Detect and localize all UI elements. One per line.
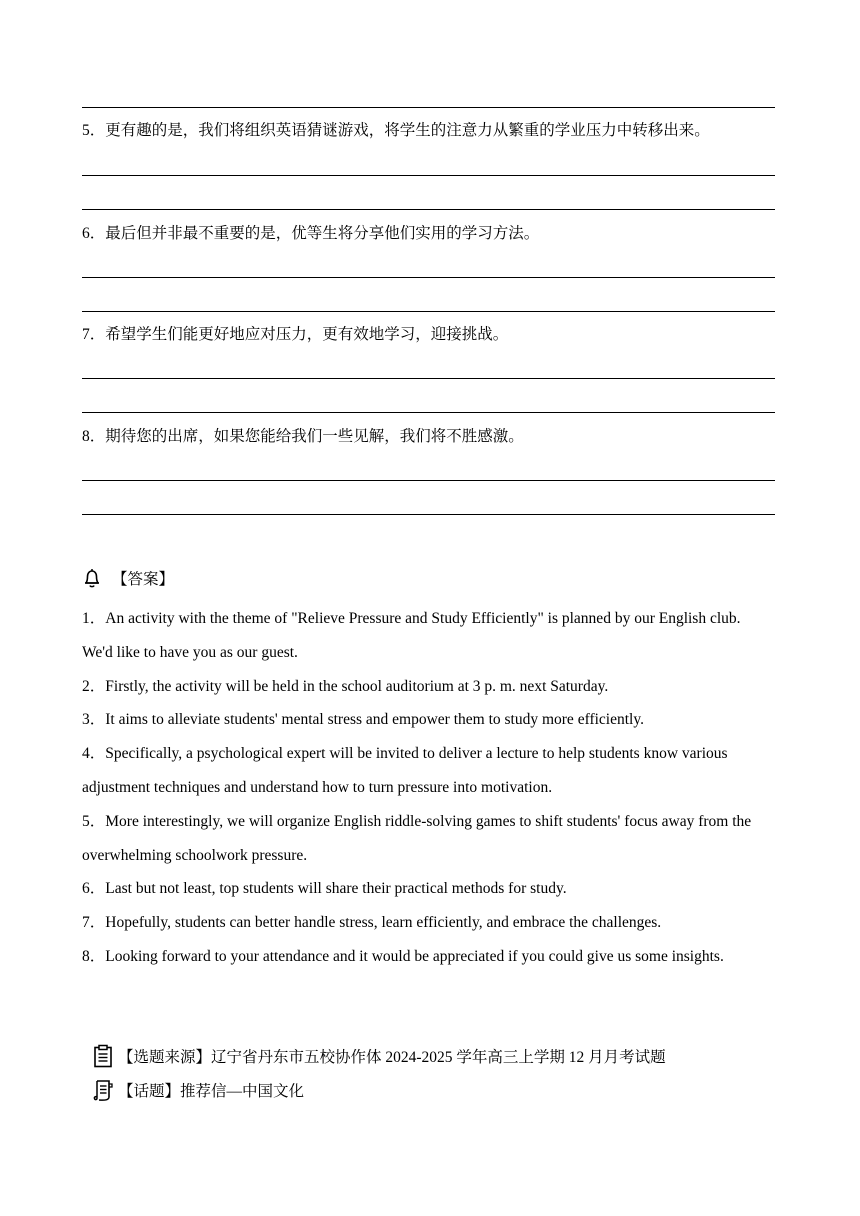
answer-line [82,412,775,413]
answer-item: 6．Last but not least, top students will share their practical methods for study. [82,880,567,898]
answer-item: 3．It aims to alleviate students' mental stress and empower them to study more efficiently. [82,711,644,729]
question-number: 8． [82,428,106,445]
question-number: 6． [82,225,106,242]
question-5 [82,121,710,141]
question-7 [82,325,508,345]
answer-item: 2．Firstly, the activity will be held in the school auditorium at 3 p. m. next Saturday. [82,677,609,695]
question-text: 希望学生们能更好地应对压力，更有效地学习，迎接挑战。 [105,326,509,343]
answer-item: 4．Specifically, a psychological expert will be invited to deliver a lecture to help students know various adjustment techniques and understand how to turn pressure into motivation. [82,745,728,796]
question-8 [82,427,524,447]
answer-line [82,209,775,210]
question-6 [82,224,539,244]
answer-item: 5．More interestingly, we will organize English riddle-solving games to shift students' focus away from the overwhelming schoolwork pressure. [82,812,752,864]
answer-line [82,378,775,379]
source-text: 辽宁省丹东市五校协作体 2024-2025 学年高三上学期 12 月月考试题 [211,1049,666,1066]
source-label: 【选题来源】 [118,1049,212,1066]
question-text: 最后但并非最不重要的是，优等生将分享他们实用的学习方法。 [105,225,540,242]
bell-icon [80,566,104,590]
answer-line [82,175,775,176]
answer-label: 【答案】 [112,571,175,588]
question-text: 更有趣的是，我们将组织英语猜谜游戏，将学生的注意力从繁重的学业压力中转移出来。 [105,122,710,139]
answer-line [82,107,775,108]
question-number: 7． [82,326,106,343]
answer-item: 7．Hopefully, students can better handle stress, learn efficiently, and embrace the challenges. [82,914,662,932]
topic-line [92,1078,304,1102]
question-text: 期待您的出席，如果您能给我们一些见解，我们将不胜感激。 [105,428,524,445]
answer-list [82,602,772,974]
clipboard-icon [92,1044,114,1068]
answer-line [82,480,775,481]
scroll-icon [92,1078,114,1102]
topic-text: 推荐信—中国文化 [180,1083,305,1100]
answer-line [82,514,775,515]
topic-label: 【话题】 [118,1083,181,1100]
answer-line [82,277,775,278]
answer-item: 1．An activity with the theme of "Relieve Pressure and Study Efficiently" is planned by our English club. We'd like to have you as our guest. [82,610,741,661]
answer-line [82,311,775,312]
answer-heading [80,566,174,590]
question-number: 5． [82,122,106,139]
answer-item: 8．Looking forward to your attendance and it would be appreciated if you could give us some insights. [82,947,724,965]
source-line [92,1044,666,1068]
